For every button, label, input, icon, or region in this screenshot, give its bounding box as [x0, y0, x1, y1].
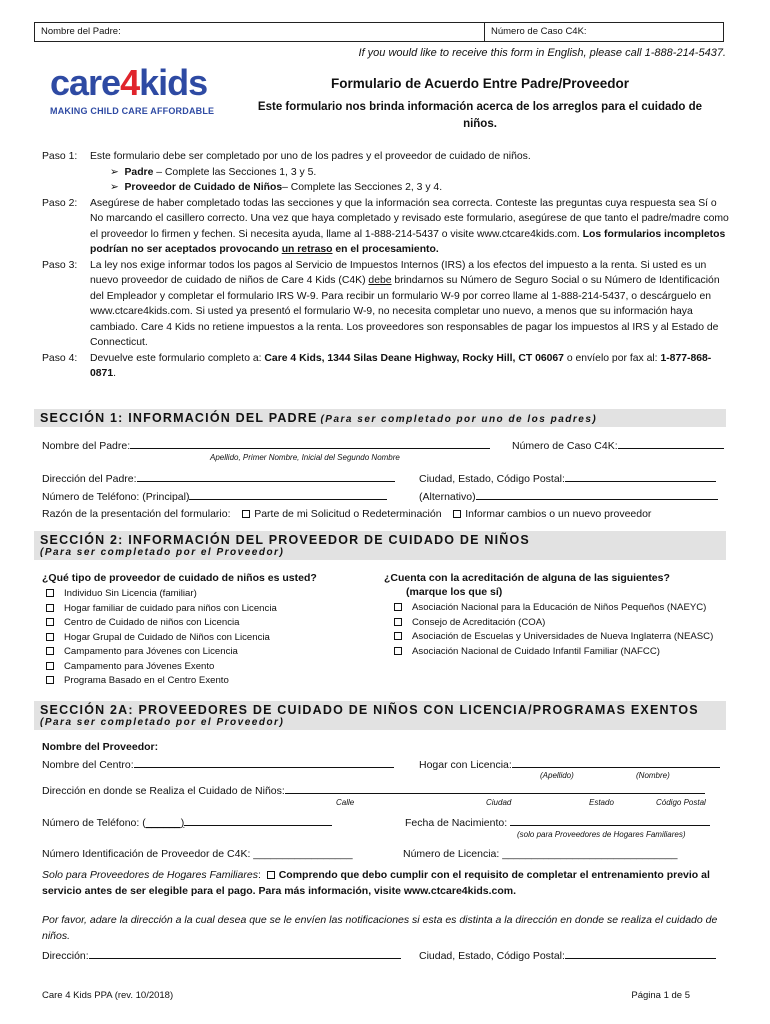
form-title — [250, 76, 710, 133]
checkbox[interactable] — [46, 676, 54, 684]
checkbox[interactable] — [46, 633, 54, 641]
parent-address-label: Dirección del Padre: — [42, 473, 137, 485]
step-label: Paso 3: — [42, 259, 78, 271]
form-main-title: Formulario de Acuerdo Entre Padre/Proveedor — [330, 76, 630, 91]
case-number-field[interactable] — [618, 438, 724, 449]
home-license-row — [419, 757, 720, 771]
provider-type-option[interactable] — [44, 587, 277, 602]
alt-phone-field[interactable] — [476, 489, 718, 500]
calle-hint: Calle — [336, 798, 355, 807]
step-text: . — [113, 368, 117, 379]
step-text: La ley nos exige informar todos los pagos al Servicio de Impuestos Internos (IRS) a los efectos del impuesto a la renta. Si usted es un nuevo proveedor de cuidado de niños de Care 4 Kids (C4K) — [90, 259, 707, 286]
step-underline: debe — [368, 275, 392, 286]
training-text: Comprendo que debo cumplir con el requisito de completar el entrenamiento previo al servicio antes de ser elegible para el pago. Para más información, visite www.ctcare4kids.com. — [42, 869, 710, 897]
s1-phone-row — [42, 489, 387, 503]
fax-number: 1-877-868-0871 — [90, 352, 712, 379]
provider-name-label: Nombre del Proveedor: — [42, 741, 159, 753]
notice-address-row — [42, 948, 401, 962]
section-title: SECCIÓN 1: INFORMACIÓN DEL PADRE — [40, 411, 318, 425]
accreditation-option[interactable] — [392, 616, 713, 631]
checkbox-redetermination[interactable] — [242, 510, 250, 518]
logo-kids: kids — [139, 62, 208, 103]
provider-type-option[interactable] — [44, 674, 277, 689]
step-3 — [42, 258, 732, 351]
section-2a-header — [34, 701, 726, 730]
city-field[interactable] — [565, 471, 716, 482]
provider-type-option-label: Hogar familiar de cuidado para niños con Licencia — [64, 602, 277, 614]
provider-phone-row — [42, 815, 332, 829]
dob-row — [405, 815, 710, 829]
training-checkbox[interactable] — [267, 871, 275, 879]
accreditation-option[interactable] — [392, 630, 713, 645]
checkbox[interactable] — [46, 604, 54, 612]
home-license-field[interactable] — [512, 757, 720, 768]
step-bold: Los formularios incompletos podrían no ser aceptados provocando — [90, 228, 726, 255]
footer-page: Página 1 de 5 — [631, 990, 690, 1001]
training-colon: : — [257, 869, 261, 881]
checkbox-report-changes[interactable] — [453, 510, 461, 518]
step-bold-underline: un retraso — [281, 244, 333, 255]
notice-city-field[interactable] — [565, 948, 716, 959]
training-row — [42, 867, 732, 899]
provider-type-option-label: Hogar Grupal de Cuidado de Niños con Licencia — [64, 631, 270, 643]
instructions — [42, 149, 732, 382]
estado-hint: Estado — [589, 798, 614, 807]
parent-address-field[interactable] — [137, 471, 395, 482]
home-license-label: Hogar con Licencia: — [419, 759, 512, 771]
center-name-row — [42, 757, 394, 771]
option-report-changes: Informar cambios o un nuevo proveedor — [465, 508, 652, 520]
english-note: If you would like to receive this form in English, please call 1-888-214-5437. — [358, 47, 726, 59]
care-address-row — [42, 783, 705, 797]
step-text: Asegúrese de haber completado todas las secciones y que la información sea correcta. Conteste las preguntas cuya respuesta sea Sí o No marcando el casillero correcto. Una vez que haya completado y revisado este formulario, asegúrese de que tanto el padre/madre como el proveedor lo firmen y fechen. Si necesita ayuda, llame al 1-888-214-5437 o visite www.ctcare4kids.com. — [90, 197, 729, 240]
checkbox[interactable] — [394, 603, 402, 611]
license-number-row[interactable]: Número de Licencia: ______________________________ — [403, 848, 678, 860]
provider-phone-label: Número de Teléfono: ( — [42, 817, 146, 829]
step-text: Devuelve este formulario completo a: — [90, 352, 265, 364]
accreditation-option-label: Asociación de Escuelas y Universidades de Nueva Inglaterra (NEASC) — [412, 631, 714, 642]
accreditation-option-label: Asociación Nacional de Cuidado Infantil Familiar (NAFCC) — [412, 645, 660, 657]
care-address-label: Dirección en donde se Realiza el Cuidado de Niños: — [42, 785, 285, 797]
provider-type-option-label: Campamento para Jóvenes Exento — [64, 660, 215, 672]
s1-address-row — [42, 471, 395, 485]
nombre-hint: (Nombre) — [636, 771, 670, 780]
s1-case-row — [512, 438, 724, 452]
step-1 — [42, 149, 732, 196]
codigo-hint: Código Postal — [656, 798, 706, 807]
parent-name-field[interactable] — [130, 438, 490, 449]
training-italic: Solo para Proveedores de Hogares Familiares — [42, 869, 258, 881]
provider-type-list — [44, 587, 277, 689]
provider-type-option[interactable] — [44, 631, 277, 646]
dob-field[interactable] — [510, 815, 710, 826]
notice-city-row — [419, 948, 716, 962]
checkbox[interactable] — [46, 647, 54, 655]
provider-type-option-label: Centro de Cuidado de niños con Licencia — [64, 617, 240, 628]
city-label: Ciudad, Estado, Código Postal: — [419, 473, 565, 485]
notice-text: Por favor, adare la dirección a la cual desea que se le envíen las notificaciones si esta es distinta a la dirección en donde se realiza el cuidado de niños. — [42, 914, 718, 942]
accreditation-option-label: Asociación Nacional para la Educación de Niños Pequeños (NAEYC) — [412, 602, 707, 613]
accreditation-option[interactable] — [392, 645, 713, 660]
step-label: Paso 2: — [42, 197, 78, 209]
case-number-header[interactable]: Número de Caso C4K: — [491, 26, 587, 37]
section-1-header — [34, 409, 726, 427]
dob-note: (solo para Proveedores de Hogares Familiares) — [517, 830, 686, 839]
case-number-label: Número de Caso C4K: — [512, 440, 618, 452]
notice-address-field[interactable] — [89, 948, 401, 959]
step-text: o envíelo por fax al: — [563, 352, 661, 364]
accreditation-option[interactable] — [392, 601, 713, 616]
alt-phone-label: (Alternativo) — [419, 491, 476, 503]
return-address: Care 4 Kids, 1344 Silas Deane Highway, Rocky Hill, CT 06067 — [264, 352, 564, 364]
care4kids-logo — [50, 64, 214, 116]
footer-revision: Care 4 Kids PPA (rev. 10/2018) — [42, 990, 174, 1001]
parent-name-header[interactable]: Nombre del Padre: — [35, 23, 485, 41]
bullet-bold: Padre — [124, 166, 154, 178]
reason-label: Razón de la presentación del formulario: — [42, 508, 231, 520]
parent-name-label: Nombre del Padre: — [42, 440, 131, 452]
section-title: SECCIÓN 2: INFORMACIÓN DEL PROVEEDOR DE CUIDADO DE NIÑOS — [40, 533, 530, 547]
checkbox[interactable] — [46, 589, 54, 597]
step-text: Este formulario debe ser completado por uno de los padres y el proveedor de cuidado de niños. — [90, 151, 531, 162]
provider-type-option-label: Individuo Sin Licencia (familiar) — [64, 588, 197, 599]
step-2 — [42, 196, 732, 258]
section-subtitle: (Para ser completado por el Proveedor) — [40, 717, 285, 728]
form-subtitle: Este formulario nos brinda información acerca de los arreglos para el cuidado de niños. — [257, 101, 703, 130]
provider-type-question: ¿Qué tipo de proveedor de cuidado de niños es usted? — [42, 572, 317, 584]
step-bold: en el procesamiento. — [332, 244, 439, 255]
notice-address-label: Dirección: — [42, 950, 89, 962]
option-redetermination: Parte de mi Solicitud o Redeterminación — [254, 508, 442, 520]
ciudad-hint: Ciudad — [486, 798, 512, 807]
section-title: SECCIÓN 2A: PROVEEDORES DE CUIDADO DE NIÑOS CON LICENCIA/PROGRAMAS EXENTOS — [40, 703, 699, 717]
center-name-label: Nombre del Centro: — [42, 759, 134, 771]
provider-type-option[interactable] — [44, 616, 277, 631]
apellido-hint: (Apellido) — [540, 771, 574, 780]
care-address-field[interactable] — [285, 783, 705, 794]
name-hint: Apellido, Primer Nombre, Inicial del Segundo Nombre — [210, 453, 400, 462]
logo-four: 4 — [120, 62, 140, 103]
c4k-id-row[interactable]: Número Identificación de Proveedor de C4K: _________________ — [42, 848, 353, 860]
checkbox[interactable] — [394, 618, 402, 626]
accreditation-hint: (marque los que sí) — [406, 586, 503, 598]
checkbox[interactable] — [46, 662, 54, 670]
phone-label: Número de Teléfono: (Principal) — [42, 491, 190, 503]
accreditation-option-label: Consejo de Acreditación (COA) — [412, 616, 546, 628]
bullet-text: – Complete las Secciones 2, 3 y 4. — [282, 182, 443, 193]
notice-city-label: Ciudad, Estado, Código Postal: — [419, 950, 565, 962]
provider-phone-field[interactable] — [184, 815, 332, 826]
logo-tagline: MAKING CHILD CARE AFFORDABLE — [50, 106, 215, 116]
checkbox[interactable] — [394, 647, 402, 655]
s1-city-row — [419, 471, 716, 485]
checkbox[interactable] — [394, 632, 402, 640]
s1-reason-row — [42, 508, 651, 520]
logo-care: care — [50, 62, 121, 103]
step-4 — [42, 351, 732, 382]
bullet-provider: ➢ Proveedor de Cuidado de Niños– Complete las Secciones 2, 3 y 4. — [110, 182, 443, 193]
bullet-bold: Proveedor de Cuidado de Niños — [124, 182, 283, 193]
s1-parent-name-row — [42, 438, 490, 452]
provider-type-option[interactable] — [44, 645, 277, 660]
checkbox[interactable] — [46, 618, 54, 626]
s1-alt-row — [419, 489, 718, 503]
provider-type-option[interactable] — [44, 660, 277, 675]
accreditation-question: ¿Cuenta con la acreditación de alguna de las siguientes? — [384, 572, 670, 584]
provider-type-option-label: Programa Basado en el Centro Exento — [64, 675, 229, 686]
header-box — [34, 22, 724, 42]
section-2-header — [34, 531, 726, 560]
bullet-parent: ➢ Padre – Complete las Secciones 1, 3 y 5. — [110, 166, 317, 178]
section-subtitle: (Para ser completado por el Proveedor) — [40, 547, 285, 558]
section-subtitle: (Para ser completado por uno de los padres) — [320, 414, 598, 425]
step-label: Paso 1: — [42, 151, 78, 162]
center-name-field[interactable] — [134, 757, 394, 768]
phone-field[interactable] — [189, 489, 387, 500]
provider-type-option[interactable] — [44, 602, 277, 617]
step-label: Paso 4: — [42, 352, 78, 364]
dob-label: Fecha de Nacimiento: — [405, 817, 508, 829]
area-code-field[interactable]: ______) — [145, 817, 185, 829]
provider-type-option-label: Campamento para Jóvenes con Licencia — [64, 646, 238, 657]
step-text: brindarnos su Número de Seguro Social o su Número de Identificación del Empleador y completar el formulario IRS W-9. Para recibir un formulario W-9 por correo llame al 1-888-214-5437, o descárguelo en www.ctcare4kids.com. Si usted ya presentó el formulario W-9, no necesita completar uno nuevo, a menos que su información haya cambiado. Care 4 Kids no retiene impuestos a la renta. Los proveedores son responsables de pagar los impuestos al IRS y al Estado de Connecticut. — [90, 275, 720, 348]
bullet-text: – Complete las Secciones 1, 3 y 5. — [153, 166, 317, 178]
accreditation-list — [392, 601, 713, 659]
